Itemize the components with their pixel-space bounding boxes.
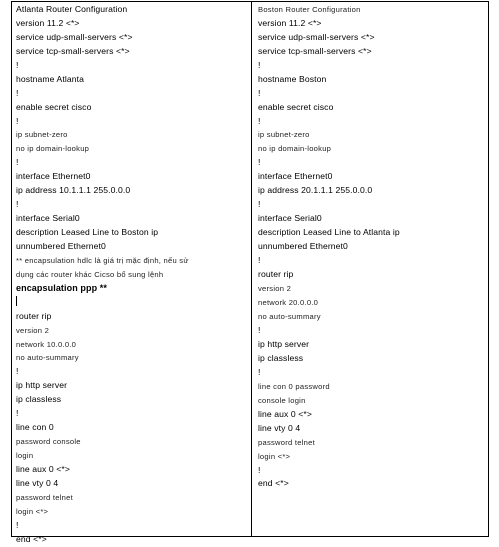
config-line: line aux 0 <*> xyxy=(16,463,70,474)
config-table xyxy=(11,1,489,544)
config-line: version 11.2 <*> xyxy=(258,17,322,28)
config-line: password console xyxy=(16,437,81,447)
config-line: service udp-small-servers <*> xyxy=(258,31,375,42)
config-line: password telnet xyxy=(258,437,315,447)
config-line: network 20.0.0.0 xyxy=(258,298,319,308)
config-note-line: encapsulation ppp ** xyxy=(16,282,108,293)
config-line: router rip xyxy=(258,269,294,280)
config-line: ! xyxy=(258,254,261,265)
config-line: interface Ethernet0 xyxy=(16,171,91,182)
config-line: login xyxy=(16,451,34,460)
config-line: ! xyxy=(16,157,19,168)
config-line: ! xyxy=(258,115,261,126)
config-line: service tcp-small-servers <*> xyxy=(16,45,130,56)
config-line: Boston Router Configuration xyxy=(258,5,361,14)
config-line: interface Ethernet0 xyxy=(258,171,333,182)
config-note-line: ** encapsulation hdlc là giá trị mặc định, nếu sử xyxy=(16,255,189,265)
config-line: ip http server xyxy=(258,339,310,350)
config-line: no ip domain-lookup xyxy=(16,144,90,154)
config-line: no auto-summary xyxy=(258,312,321,322)
config-line: line aux 0 <*> xyxy=(258,408,312,419)
config-line: ! xyxy=(16,115,19,126)
config-line: ! xyxy=(258,87,261,98)
config-line: end <*> xyxy=(258,478,289,489)
config-line: service udp-small-servers <*> xyxy=(16,31,133,42)
config-line: ! xyxy=(16,366,19,377)
config-line: enable secret cisco xyxy=(16,101,92,112)
config-line: end <*> xyxy=(16,533,47,544)
config-line: ! xyxy=(258,464,261,475)
config-line: description Leased Line to Boston ip xyxy=(16,227,159,237)
config-line: login <*> xyxy=(258,451,291,461)
boston-config-column xyxy=(252,2,488,536)
config-line: version 2 xyxy=(16,325,50,335)
config-line: console login xyxy=(258,395,306,405)
config-line: hostname Atlanta xyxy=(16,73,85,84)
config-line: ! xyxy=(258,325,261,336)
config-line: enable secret cisco xyxy=(258,101,334,112)
config-line: ! xyxy=(258,366,261,377)
config-line: version 11.2 <*> xyxy=(16,17,80,28)
config-line: no auto-summary xyxy=(16,353,79,363)
config-line: ! xyxy=(16,59,19,70)
config-line: interface Serial0 xyxy=(16,213,80,224)
config-line: unnumbered Ethernet0 xyxy=(16,240,106,251)
config-line: ! xyxy=(16,408,19,419)
config-line: hostname Boston xyxy=(258,73,327,84)
config-line: line vty 0 4 xyxy=(16,477,59,488)
config-line: ! xyxy=(258,59,261,70)
config-line: ! xyxy=(16,87,19,98)
config-line: network 10.0.0.0 xyxy=(16,339,77,349)
config-line: service tcp-small-servers <*> xyxy=(258,45,372,56)
atlanta-config-column xyxy=(12,2,252,544)
config-line: password telnet xyxy=(16,492,73,502)
config-line: ! xyxy=(258,199,261,210)
config-line: version 2 xyxy=(258,284,292,294)
config-line: ip http server xyxy=(16,380,68,391)
config-line: ip classless xyxy=(258,353,304,363)
config-line: router rip xyxy=(16,310,52,321)
config-line: line con 0 xyxy=(16,422,54,433)
config-line xyxy=(16,296,251,310)
config-line: ip subnet-zero xyxy=(258,130,310,140)
config-line: description Leased Line to Atlanta ip xyxy=(258,227,400,237)
config-line: ip subnet-zero xyxy=(16,130,68,140)
config-line: ip address 10.1.1.1 255.0.0.0 xyxy=(16,185,131,196)
config-line: line vty 0 4 xyxy=(258,422,301,433)
config-line: ! xyxy=(16,199,19,210)
text-cursor xyxy=(16,296,17,306)
config-line: interface Serial0 xyxy=(258,213,322,224)
config-line: Atlanta Router Configuration xyxy=(16,4,128,14)
config-note-line: dụng các router khác Cicso bổ sung lệnh xyxy=(16,269,164,279)
config-line: ip classless xyxy=(16,394,62,405)
config-line: line con 0 password xyxy=(258,381,330,391)
config-line: ! xyxy=(258,157,261,168)
config-line: ip address 20.1.1.1 255.0.0.0 xyxy=(258,185,373,196)
config-line: unnumbered Ethernet0 xyxy=(258,240,348,251)
config-line: ! xyxy=(16,519,19,530)
config-line: no ip domain-lookup xyxy=(258,144,332,154)
config-line: login <*> xyxy=(16,506,49,516)
